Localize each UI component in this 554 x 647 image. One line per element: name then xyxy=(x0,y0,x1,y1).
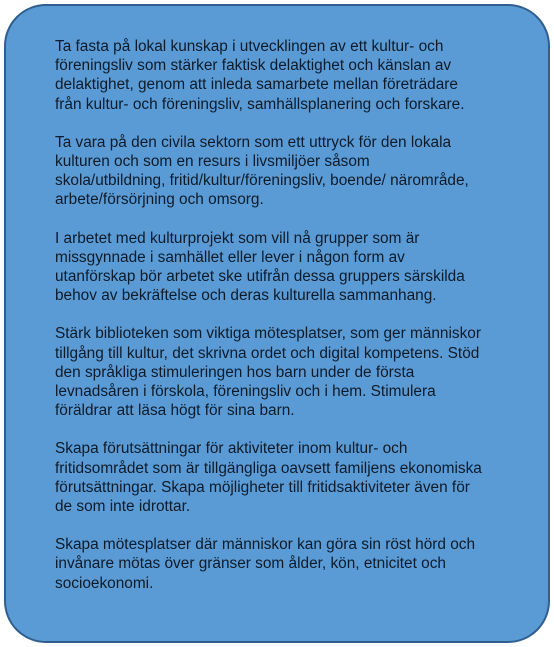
paragraph-local-knowledge xyxy=(55,37,528,114)
text-line: förutsättningar. Skapa möjligheter till fritidsaktiviteter även för xyxy=(55,478,470,496)
text-line: arbete/försörjning och omsorg. xyxy=(55,191,264,209)
recommendations-panel xyxy=(4,4,550,643)
text-line: socioekonomi. xyxy=(55,574,154,592)
text-line: från kultur- och föreningsliv, samhällsplanering och forskare. xyxy=(55,95,465,113)
text-line: de som inte idrottar. xyxy=(55,498,191,516)
text-line: skola/utbildning, fritid/kultur/föreningsliv, boende/ närområde, xyxy=(55,172,469,190)
paragraph-libraries xyxy=(55,324,528,420)
text-line: missgynnade i samhället eller lever i någon form av xyxy=(55,248,405,266)
text-line: kulturen och som en resurs i livsmiljöer såsom xyxy=(55,153,370,171)
text-line: fritidsområdet som är tillgängliga oavsett familjens ekonomiska xyxy=(55,459,482,477)
text-line: tillgång till kultur, det skrivna ordet och digital kompetens. Stöd xyxy=(55,344,480,362)
text-line: I arbetet med kulturprojekt som vill nå grupper som är xyxy=(55,229,420,247)
paragraph-meeting-places xyxy=(55,535,528,593)
text-line: Skapa förutsättningar för aktiviteter inom kultur- och xyxy=(55,440,408,458)
text-line: levnadsåren i förskola, föreningsliv och i hem. Stimulera xyxy=(55,383,436,401)
text-line: utanförskap bör arbetet ske utifrån dessa gruppers särskilda xyxy=(55,268,465,286)
text-line: behov av bekräftelse och deras kulturella sammanhang. xyxy=(55,287,437,305)
paragraph-culture-projects xyxy=(55,229,528,306)
text-line: Ta vara på den civila sektorn som ett uttryck för den lokala xyxy=(55,133,452,151)
text-line: föreningsliv som stärker faktisk delaktighet och känslan av xyxy=(55,57,452,75)
paragraph-leisure-activities xyxy=(55,439,528,516)
text-line: delaktighet, genom att inleda samarbete mellan företrädare xyxy=(55,76,458,94)
text-line: invånare mötas över gränser som ålder, kön, etnicitet och xyxy=(55,555,446,573)
paragraph-civil-sector xyxy=(55,133,528,210)
text-line: Stärk biblioteken som viktiga mötesplatser, som ger människor xyxy=(55,325,481,343)
text-line: Ta fasta på lokal kunskap i utvecklingen av ett kultur- och xyxy=(55,38,444,55)
text-line: den språkliga stimuleringen hos barn under de första xyxy=(55,363,415,381)
text-line: Skapa mötesplatser där människor kan göra sin röst hörd och xyxy=(55,536,476,554)
text-line: föräldrar att läsa högt för sina barn. xyxy=(55,402,295,420)
